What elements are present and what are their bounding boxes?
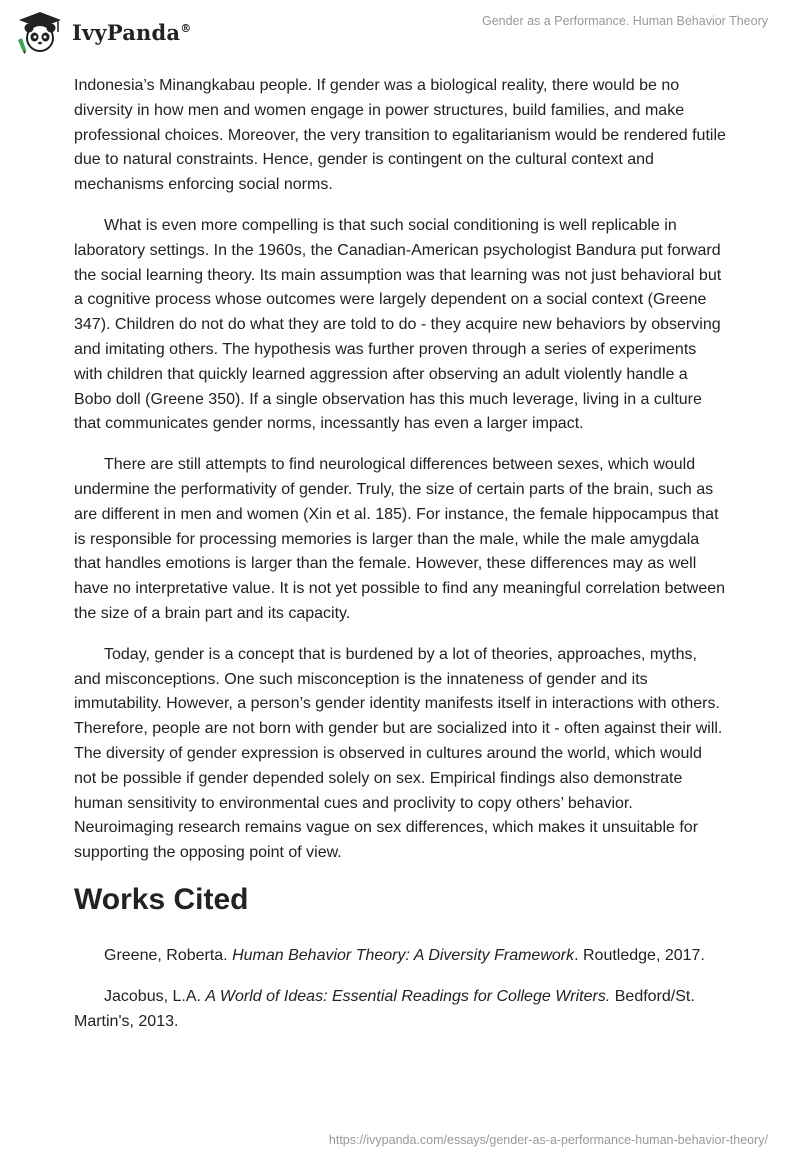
citation-publisher: Bedford/St. Martin's, 2013. [74, 987, 695, 1030]
paragraph: Today, gender is a concept that is burdened by a lot of theories, approaches, myths, and misconceptions. One such misconception is the innateness of gender and its immutability. However, a person’s gender identity manifests itself in interactions with others. Therefore, people are not born with gender but are socialized into it - often against their will. The diversity of gender expression is observed in cultures around the world, which would not be possible if gender depended solely on sex. Empirical findings also demonstrate human sensitivity to environmental cues and proclivity to copy others’ behavior. Neuroimaging research remains vague on sex differences, which makes it unsuitable for supporting the opposing point of view. [74, 645, 723, 862]
citation-entry [74, 985, 726, 1035]
citation-publisher: . Routledge, 2017. [574, 946, 705, 964]
essay-body [74, 74, 726, 1050]
paragraph: What is even more compelling is that such social conditioning is well replicable in laboratory settings. In the 1960s, the Canadian-American psychologist Bandura put forward the social learning theory. Its main assumption was that learning was not just behavioral but a cognitive process whose outcomes were largely dependent on a social context (Greene 347). Children do not do what they are told to do - they acquire new behaviors by observing and imitating others. The hypothesis was further proven through a series of experiments with children that quickly learned aggression after observing an adult violently handle a Bobo doll (Greene 350). If a single observation has this much leverage, living in a culture that communicates gender norms, incessantly has even a larger impact. [74, 216, 722, 433]
paragraph: Indonesia’s Minangkabau people. If gender was a biological reality, there would be no diversity in how men and women engage in power structures, build families, and make professional choices. Moreover, the very transition to egalitarianism would be rendered futile due to natural constraints. Hence, gender is contingent on the cultural context and mechanisms enforcing social norms. [74, 77, 726, 194]
citation-title: Human Behavior Theory: A Diversity Framework [232, 946, 575, 964]
citation-author: Greene, Roberta. [104, 946, 233, 964]
logo-text: IvyPanda® [72, 19, 192, 45]
footer-url-link[interactable]: https://ivypanda.com/essays/gender-as-a-performance-human-behavior-theory/ [328, 1133, 768, 1147]
paragraph: There are still attempts to find neurological differences between sexes, which would undermine the performativity of gender. Truly, the size of certain parts of the brain, such as are different in men and women (Xin et al. 185). For instance, the female hippocampus that is responsible for processing memories is larger than the male, while the male amygdala that handles emotions is larger than the female. However, these differences may as well have no interpretative value. It is not yet possible to find any meaningful correlation between the size of a brain part and its capacity. [74, 456, 726, 622]
ivypanda-logo[interactable] [14, 10, 191, 54]
document-title: Gender as a Performance. Human Behavior Theory [481, 14, 768, 28]
panda-graduate-icon [14, 10, 66, 54]
works-cited-heading: Works Cited [74, 882, 249, 916]
citation-entry [74, 944, 726, 969]
citation-title: A World of Ideas: Essential Readings for College Writers. [205, 987, 611, 1005]
page-header [0, 0, 800, 60]
citation-author: Jacobus, L.A. [104, 987, 206, 1005]
